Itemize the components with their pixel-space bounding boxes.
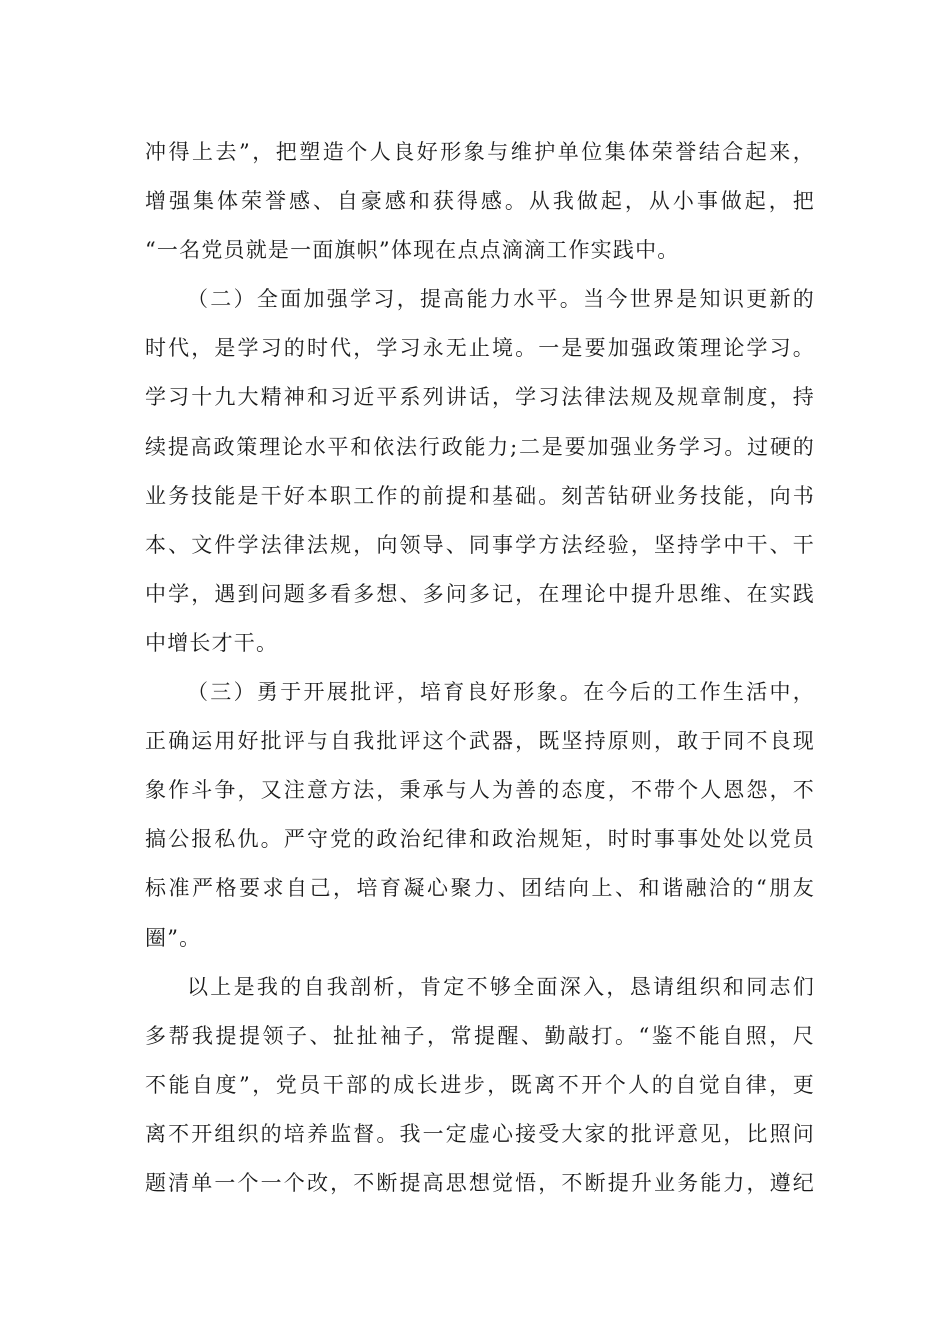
text-line: （二）全面加强学习，提高能力水平。当今世界是知识更新的 <box>187 287 815 312</box>
text-line: 冲得上去”，把塑造个人良好形象与维护单位集体荣誉结合起来， <box>145 140 815 164</box>
text-line: 搞公报私仇。严守党的政治纪律和政治规矩，时时事事处处以党员 <box>145 827 815 852</box>
document-body <box>145 128 815 1208</box>
text-line: 圈”。 <box>145 925 202 950</box>
text-line: 学习十九大精神和习近平系列讲话，学习法律法规及规章制度，持 <box>145 385 815 410</box>
text-line: 时代，是学习的时代，学习永无止境。一是要加强政策理论学习。 <box>145 336 815 361</box>
text-line: 标准严格要求自己，培育凝心聚力、团结向上、和谐融洽的“朋友 <box>145 876 815 901</box>
text-line: 中增长才干。 <box>145 630 279 655</box>
text-line: 续提高政策理论水平和依法行政能力;二是要加强业务学习。过硬的 <box>145 434 815 459</box>
text-line: 增强集体荣誉感、自豪感和获得感。从我做起，从小事做起，把 <box>145 189 815 214</box>
text-line: 象作斗争，又注意方法，秉承与人为善的态度，不带个人恩怨，不 <box>145 778 815 803</box>
text-line: “一名党员就是一面旗帜”体现在点点滴滴工作实践中。 <box>145 238 680 263</box>
text-line: （三）勇于开展批评，培育良好形象。在今后的工作生活中， <box>187 680 815 705</box>
text-line: 离不开组织的培养监督。我一定虚心接受大家的批评意见，比照问 <box>145 1121 815 1146</box>
text-line: 业务技能是干好本职工作的前提和基础。刻苦钻研业务技能，向书 <box>145 483 815 508</box>
text-line: 题清单一个一个改，不断提高思想觉悟，不断提升业务能力，遵纪 <box>145 1170 815 1195</box>
text-line: 以上是我的自我剖析，肯定不够全面深入，恳请组织和同志们 <box>187 974 815 999</box>
text-line: 正确运用好批评与自我批评这个武器，既坚持原则，敢于同不良现 <box>145 729 815 754</box>
text-line: 多帮我提提领子、扯扯袖子，常提醒、勤敲打。“鉴不能自照，尺 <box>145 1023 815 1048</box>
text-line: 中学，遇到问题多看多想、多问多记，在理论中提升思维、在实践 <box>145 581 815 606</box>
text-line: 本、文件学法律法规，向领导、同事学方法经验，坚持学中干、干 <box>145 532 815 557</box>
text-line: 不能自度”，党员干部的成长进步，既离不开个人的自觉自律，更 <box>145 1072 815 1097</box>
